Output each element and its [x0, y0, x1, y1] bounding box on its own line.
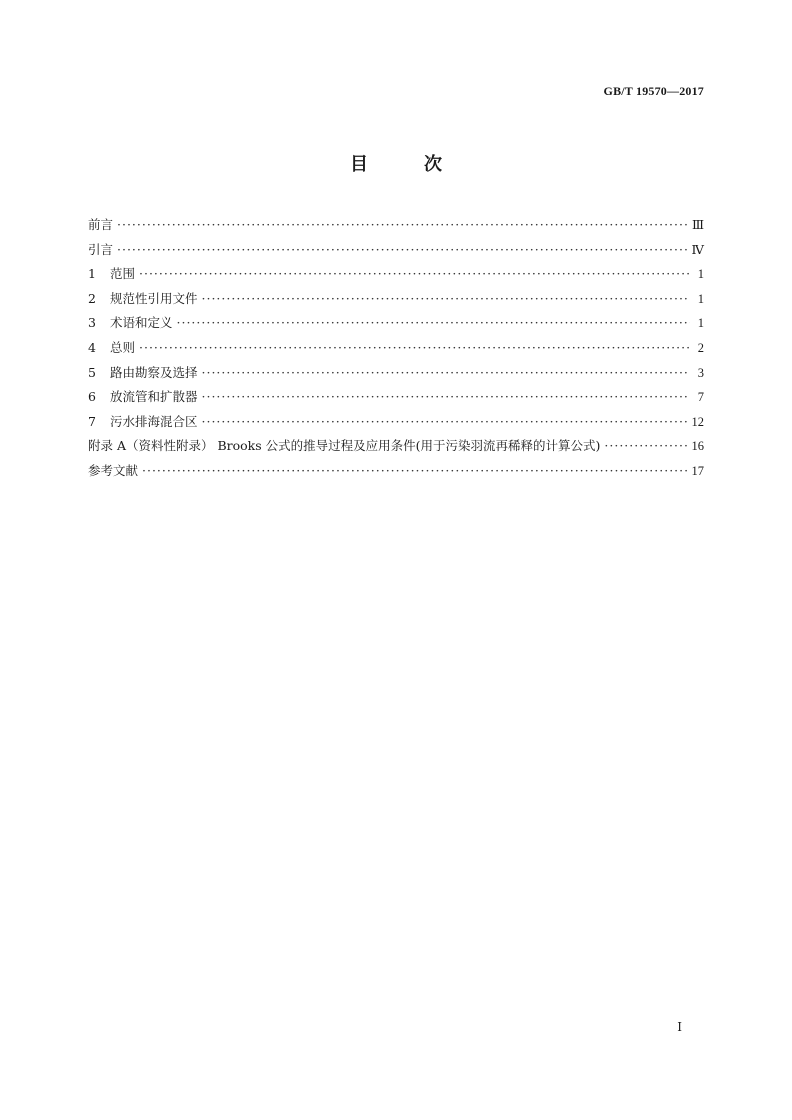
toc-entry-page: 3 — [697, 365, 704, 380]
dot-leader — [117, 242, 687, 257]
toc-entry-label — [88, 363, 198, 381]
dot-leader — [117, 217, 688, 232]
dot-leader — [139, 340, 690, 355]
toc-entry-page: 16 — [691, 439, 704, 454]
toc-entry-page: Ⅳ — [691, 242, 704, 257]
toc-entry-label — [88, 412, 198, 430]
toc-entry-bibliography[interactable] — [88, 461, 704, 486]
toc-entry-label — [88, 289, 198, 307]
page-number: Ⅰ — [677, 1020, 682, 1034]
dot-leader — [202, 389, 690, 404]
toc-entry-number: 1 — [88, 266, 96, 282]
toc-entry-page: 12 — [691, 414, 704, 429]
toc-entry-foreword[interactable] — [88, 215, 704, 240]
toc-entry-terms[interactable] — [88, 313, 704, 338]
dot-leader — [139, 266, 690, 281]
toc-entry-label — [88, 338, 135, 356]
toc-entry-page: 7 — [697, 390, 704, 405]
toc-entry-outfall-diffuser[interactable] — [88, 387, 704, 412]
toc-entry-normative-references[interactable] — [88, 289, 704, 314]
toc-entry-text: 引言 — [88, 241, 114, 257]
toc-entry-text: 规范性引用文件 — [110, 290, 198, 306]
toc-entry-text: 附录 A（资料性附录） Brooks 公式的推导过程及应用条件(用于污染羽流再稀释的计算公式) — [88, 438, 601, 454]
toc-entry-text: 参考文献 — [88, 462, 139, 478]
toc-entry-number: 2 — [88, 290, 96, 306]
toc-entry-number: 5 — [88, 364, 96, 380]
dot-leader — [604, 438, 687, 453]
toc-entry-text: 总则 — [110, 339, 136, 355]
toc-entry-text: 范围 — [110, 266, 136, 282]
toc-entry-label — [88, 313, 173, 331]
toc-entry-label — [88, 436, 600, 454]
toc-entry-page: 1 — [697, 267, 704, 282]
toc-entry-number: 4 — [88, 339, 96, 355]
toc-title-part1: 目 — [350, 154, 368, 175]
toc-entry-route-survey[interactable] — [88, 363, 704, 388]
dot-leader — [202, 291, 690, 306]
toc-entry-label — [88, 215, 113, 233]
toc-entry-label — [88, 240, 113, 258]
toc-entry-scope[interactable] — [88, 264, 704, 289]
toc-entry-text: 放流管和扩散器 — [110, 389, 198, 405]
standard-code: GB/T 19570—2017 — [603, 84, 704, 98]
toc-entry-page: 17 — [691, 463, 704, 478]
dot-leader — [142, 463, 687, 478]
toc-entry-mixing-zone[interactable] — [88, 412, 704, 437]
dot-leader — [202, 365, 690, 380]
toc-entry-page: 1 — [697, 291, 704, 306]
toc-entry-introduction[interactable] — [88, 240, 704, 265]
toc-entry-number: 6 — [88, 389, 96, 405]
toc-entry-text: 前言 — [88, 217, 114, 232]
dot-leader — [202, 414, 688, 429]
toc-entry-page: 2 — [697, 340, 704, 355]
toc-entry-number: 3 — [88, 315, 96, 331]
toc-entry-page: Ⅲ — [691, 218, 704, 232]
toc-entry-text: 污水排海混合区 — [110, 413, 198, 429]
toc-entry-number: 7 — [88, 413, 96, 429]
toc-entry-text: 路由勘察及选择 — [110, 364, 198, 380]
toc-entry-annex-a[interactable] — [88, 436, 704, 461]
dot-leader — [177, 315, 690, 330]
toc-entry-label — [88, 461, 138, 479]
toc-entry-page: 1 — [697, 316, 704, 331]
toc-entry-label — [88, 264, 135, 282]
toc-entry-general[interactable] — [88, 338, 704, 363]
toc-title-part2: 次 — [424, 154, 442, 175]
toc-entry-text: 术语和定义 — [110, 315, 173, 331]
toc-entry-label — [88, 387, 198, 405]
toc-title — [0, 150, 792, 176]
table-of-contents — [88, 215, 704, 486]
